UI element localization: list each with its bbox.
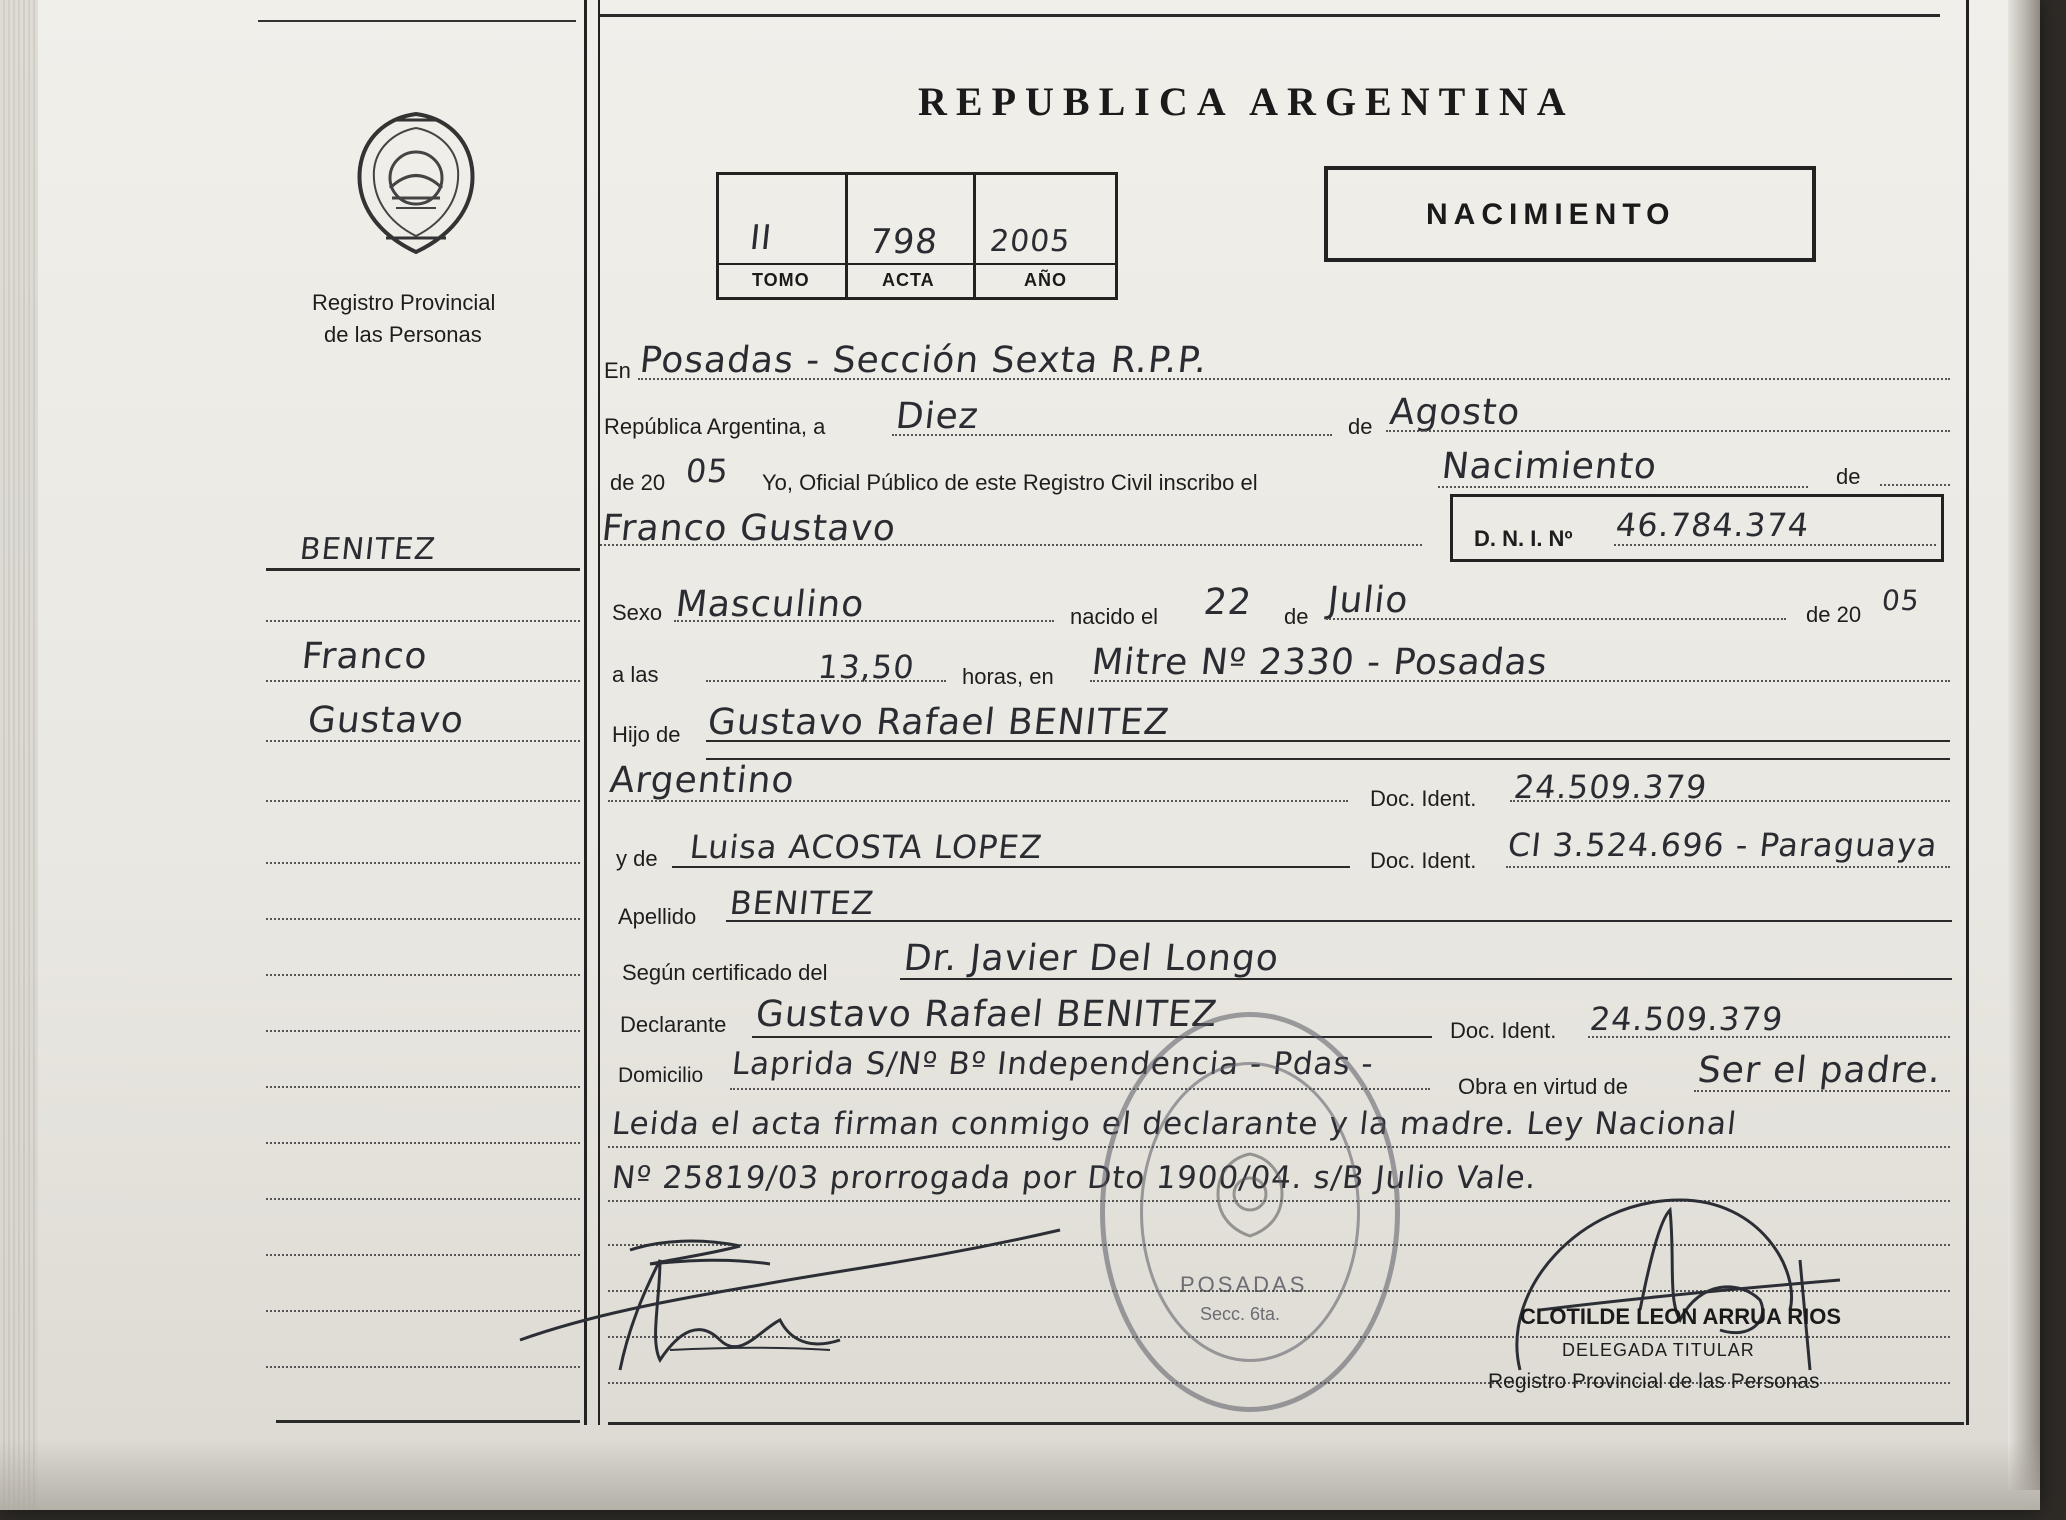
- top-rule-right: [600, 14, 1940, 17]
- hour-value: 13,50: [816, 648, 917, 686]
- father-name: Gustavo Rafael BENITEZ: [705, 702, 1172, 743]
- stamp-section: Secc. 6ta.: [1200, 1304, 1281, 1324]
- official-office: Registro Provincial de las Personas: [1488, 1370, 1820, 1393]
- dni-value: 46.784.374: [1614, 506, 1812, 544]
- row-line: [672, 866, 1350, 868]
- margin-line: [266, 862, 580, 864]
- margin-bottom-rule: [276, 1420, 580, 1423]
- margin-first-name: Franco: [299, 636, 430, 677]
- column-divider-inner: [598, 0, 600, 1425]
- row-line: [1090, 680, 1950, 682]
- father-nationality: Argentino: [607, 760, 797, 801]
- domicilio-label: Domicilio: [618, 1064, 704, 1087]
- margin-line: [266, 1142, 580, 1144]
- yo-text: Yo, Oficial Público de este Registro Civil inscribo el: [762, 470, 1258, 495]
- row-line: [674, 620, 1054, 622]
- birth-place: Mitre Nº 2330 - Posadas: [1089, 642, 1550, 683]
- tomo-label: TOMO: [752, 270, 810, 290]
- republica-label: República Argentina, a: [604, 414, 826, 439]
- tomo-value: II: [747, 218, 775, 258]
- margin-line: [266, 740, 580, 742]
- margin-line: [266, 1086, 580, 1088]
- place-value: Posadas - Sección Sexta R.P.P.: [637, 340, 1210, 381]
- sexo-value: Masculino: [673, 584, 867, 625]
- margin-line: [266, 620, 580, 622]
- margin-line: [266, 1198, 580, 1200]
- row-line: [892, 434, 1332, 436]
- birth-month: Julio: [1325, 580, 1411, 621]
- yde-label: y de: [616, 846, 658, 871]
- act-value: Nacimiento: [1439, 446, 1660, 487]
- ano-label: AÑO: [1024, 270, 1067, 290]
- row-line: [1438, 486, 1808, 488]
- doc-label-3: Doc. Ident.: [1450, 1018, 1557, 1043]
- act-type: NACIMIENTO: [1426, 198, 1676, 231]
- en-label: En: [604, 358, 631, 383]
- bottom-rule: [608, 1422, 1964, 1425]
- doctor-name: Dr. Javier Del Longo: [901, 938, 1282, 979]
- row-line: [1510, 800, 1950, 802]
- obra-value: Ser el padre.: [1695, 1050, 1944, 1091]
- mother-doc: CI 3.524.696 - Paraguaya: [1506, 826, 1940, 864]
- row-line: [1694, 1090, 1950, 1092]
- row-line: [1326, 618, 1786, 620]
- row-line: [608, 800, 1348, 802]
- row-line: [706, 680, 946, 682]
- apellido-label: Apellido: [618, 904, 697, 929]
- ano-value: 2005: [988, 224, 1073, 259]
- day-value: Diez: [893, 396, 981, 437]
- margin-line: [266, 974, 580, 976]
- alas-label: a las: [612, 662, 659, 687]
- row-line: [1386, 430, 1950, 432]
- margin-line: [266, 918, 580, 920]
- declarante-doc: 24.509.379: [1588, 1000, 1786, 1038]
- right-border: [1966, 0, 1969, 1425]
- country-title: REPUBLICA ARGENTINA: [918, 79, 1575, 124]
- row-line: [600, 544, 1422, 546]
- row-line: [706, 740, 1950, 742]
- de-label: de: [1348, 414, 1373, 439]
- top-rule-left: [258, 20, 576, 22]
- nacido-label: nacido el: [1070, 604, 1159, 629]
- declarant-signature: [510, 1220, 1070, 1380]
- doc-label-2: Doc. Ident.: [1370, 848, 1477, 873]
- doc-label-1: Doc. Ident.: [1370, 786, 1477, 811]
- page-bottom-shadow: [0, 1440, 2040, 1510]
- margin-line: [266, 680, 580, 682]
- registry-name-line2: de las Personas: [324, 322, 482, 347]
- page-curl: [2008, 0, 2040, 1490]
- segun-label: Según certificado del: [622, 960, 828, 985]
- de20-label-2: de 20: [1806, 602, 1862, 627]
- stamp-emblem: [1210, 1150, 1290, 1240]
- row-line: [1588, 1036, 1950, 1038]
- stamp-city: POSADAS: [1180, 1272, 1308, 1297]
- dni-label: D. N. I. Nº: [1474, 526, 1573, 551]
- column-divider: [584, 0, 587, 1425]
- birth-day: 22: [1201, 582, 1254, 623]
- acta-label: ACTA: [882, 270, 935, 290]
- margin-second-name: Gustavo: [305, 700, 467, 741]
- declarante-value: Gustavo Rafael BENITEZ: [753, 994, 1220, 1035]
- margin-line: [266, 800, 580, 802]
- apellido-value: BENITEZ: [728, 884, 877, 922]
- row-line: [638, 378, 1950, 380]
- child-name: Franco Gustavo: [599, 508, 899, 549]
- horas-label: horas, en: [962, 664, 1054, 689]
- father-doc: 24.509.379: [1512, 768, 1710, 806]
- obra-label: Obra en virtud de: [1458, 1074, 1628, 1099]
- official-title: DELEGADA TITULAR: [1562, 1340, 1755, 1360]
- sexo-label: Sexo: [612, 600, 663, 625]
- margin-surname-rule: [266, 568, 580, 571]
- book-page-edges: [0, 0, 38, 1510]
- margin-surname: BENITEZ: [298, 532, 438, 567]
- row-line: [1880, 484, 1950, 486]
- row-line: [1614, 544, 1936, 546]
- margin-line: [266, 1030, 580, 1032]
- declarante-label: Declarante: [620, 1012, 727, 1037]
- official-name: CLOTILDE LEON ARRUA RIOS: [1520, 1304, 1842, 1329]
- hijo-label: Hijo de: [612, 722, 681, 747]
- row-line: [900, 978, 1952, 980]
- de20-label: de 20: [610, 470, 666, 495]
- year-suffix: 05: [684, 452, 731, 490]
- domicilio-value: Laprida S/Nº Bº Independencia - Pdas -: [730, 1046, 1376, 1082]
- row-line: [1506, 866, 1950, 868]
- row-line: [752, 1036, 1432, 1038]
- de-label-2: de: [1836, 464, 1861, 489]
- note-line-2: Nº 25819/03 prorrogada por Dto 1900/04. s/B Julio Vale.: [610, 1160, 1539, 1196]
- row-line: [706, 758, 1950, 760]
- month-value: Agosto: [1387, 392, 1523, 433]
- birth-year-suffix: 05: [1880, 584, 1922, 617]
- registry-name-line1: Registro Provincial: [312, 290, 496, 315]
- row-line: [726, 920, 1952, 922]
- de-label-3: de: [1284, 604, 1309, 629]
- mother-name: Luisa ACOSTA LOPEZ: [688, 828, 1045, 866]
- note-line-1: Leida el acta firman conmigo el declarante y la madre. Ley Nacional: [610, 1106, 1739, 1142]
- acta-value: 798: [867, 222, 941, 262]
- provincial-seal: [346, 108, 486, 258]
